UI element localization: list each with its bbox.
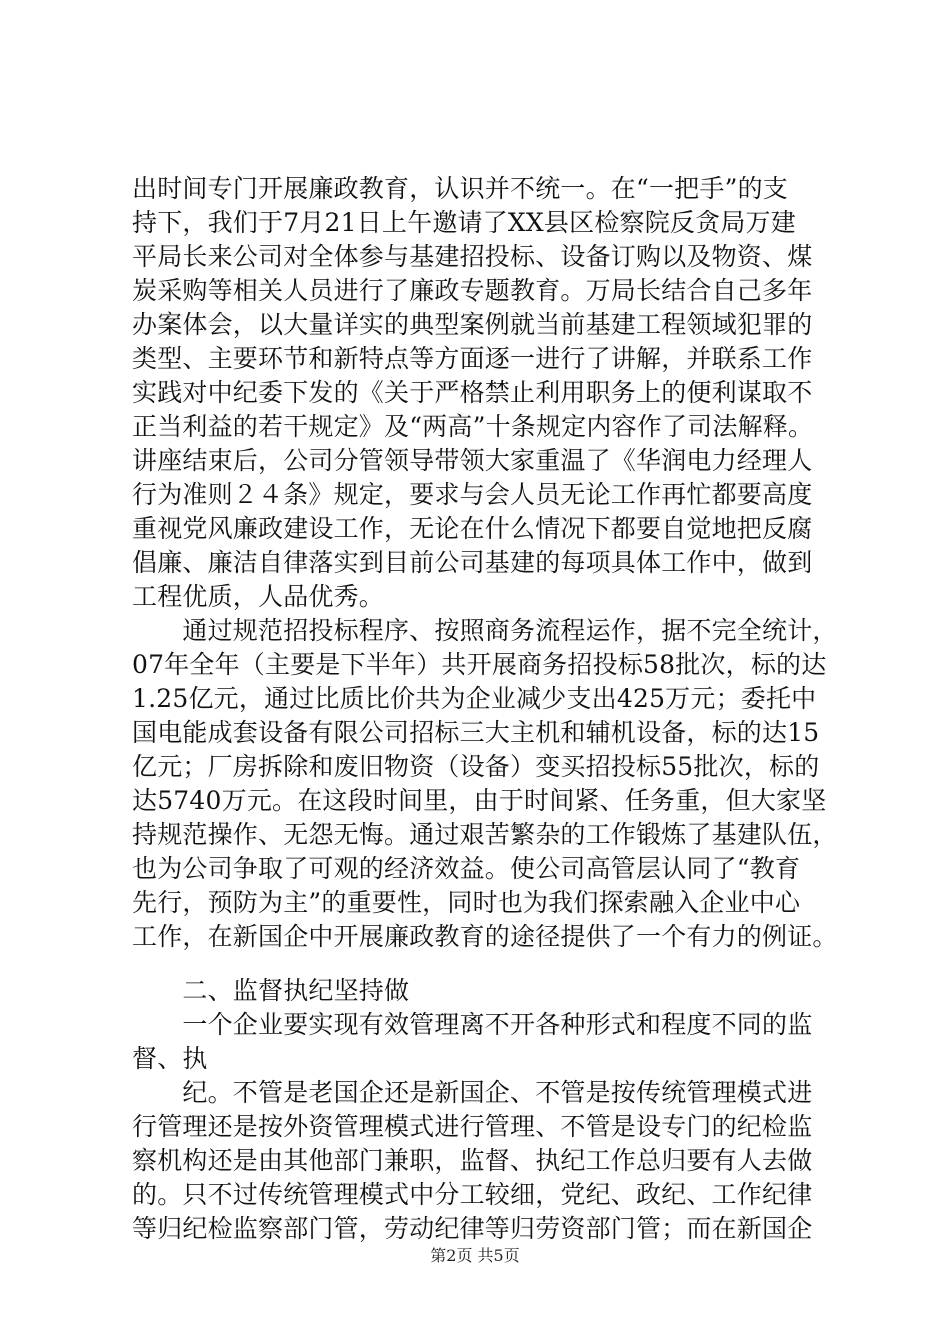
text-line: 一个企业要实现有效管理离不开各种形式和程度不同的监 (132, 1010, 813, 1039)
text-line: 持规范操作、无怨无悔。通过艰苦繁杂的工作锻炼了基建队伍， (132, 820, 838, 849)
text-line: 先行，预防为主”的重要性，同时也为我们探索融入企业中心 (132, 888, 801, 917)
text-line: 倡廉、廉洁自律落实到目前公司基建的每项具体工作中，做到 (132, 548, 813, 577)
text-line: 1.25亿元，通过比质比价共为企业减少支出425万元；委托中 (132, 684, 817, 713)
text-line: 亿元；厂房拆除和废旧物资（设备）变买招投标55批次，标的 (132, 752, 820, 781)
text-line: 行为准则２４条》规定，要求与会人员无论工作再忙都要高度 (132, 480, 813, 509)
text-line: 07年全年（主要是下半年）共开展商务招投标58批次，标的达 (132, 650, 827, 679)
text-line: 讲座结束后，公司分管领导带领大家重温了《华润电力经理人 (132, 446, 813, 475)
text-line: 类型、主要环节和新特点等方面逐一进行了讲解，并联系工作 (132, 344, 813, 373)
text-line: 工作，在新国企中开展廉政教育的途径提供了一个有力的例证。 (132, 922, 838, 951)
text-line: 达5740万元。在这段时间里，由于时间紧、任务重，但大家坚 (132, 786, 827, 815)
text-line: 等归纪检监察部门管，劳动纪律等归劳资部门管；而在新国企 (132, 1214, 813, 1243)
text-line: 行管理还是按外资管理模式进行管理、不管是设专门的纪检监 (132, 1112, 813, 1141)
text-line: 重视党风廉政建设工作，无论在什么情况下都要自觉地把反腐 (132, 514, 813, 543)
text-line: 工程优质，人品优秀。 (132, 582, 385, 611)
text-line: 持下，我们于7月21日上午邀请了XX县区检察院反贪局万建 (132, 208, 796, 237)
text-line: 纪。不管是老国企还是新国企、不管是按传统管理模式进 (132, 1078, 813, 1107)
text-line: 督、执 (132, 1044, 208, 1073)
page-footer: 第2页 共5页 (430, 1246, 520, 1265)
text-line: 平局长来公司对全体参与基建招投标、设备订购以及物资、煤 (132, 242, 813, 271)
text-line: 的。只不过传统管理模式中分工较细，党纪、政纪、工作纪律 (132, 1180, 813, 1209)
text-line: 通过规范招投标程序、按照商务流程运作，据不完全统计， (132, 616, 838, 645)
text-line: 也为公司争取了可观的经济效益。使公司高管层认同了“教育 (132, 854, 801, 883)
text-line: 国电能成套设备有限公司招标三大主机和辅机设备，标的达15 (132, 718, 820, 747)
text-line: 办案体会，以大量详实的典型案例就当前基建工程领域犯罪的 (132, 310, 813, 339)
text-line: 实践对中纪委下发的《关于严格禁止利用职务上的便利谋取不 (132, 378, 813, 407)
text-line: 出时间专门开展廉政教育，认识并不统一。在“一把手”的支 (132, 174, 788, 203)
text-line: 正当利益的若干规定》及“两高”十条规定内容作了司法解释。 (132, 412, 814, 441)
text-line: 炭采购等相关人员进行了廉政专题教育。万局长结合自己多年 (132, 276, 813, 305)
section-heading: 二、监督执纪坚持做 (132, 976, 410, 1005)
text-line: 察机构还是由其他部门兼职，监督、执纪工作总归要有人去做 (132, 1146, 813, 1175)
